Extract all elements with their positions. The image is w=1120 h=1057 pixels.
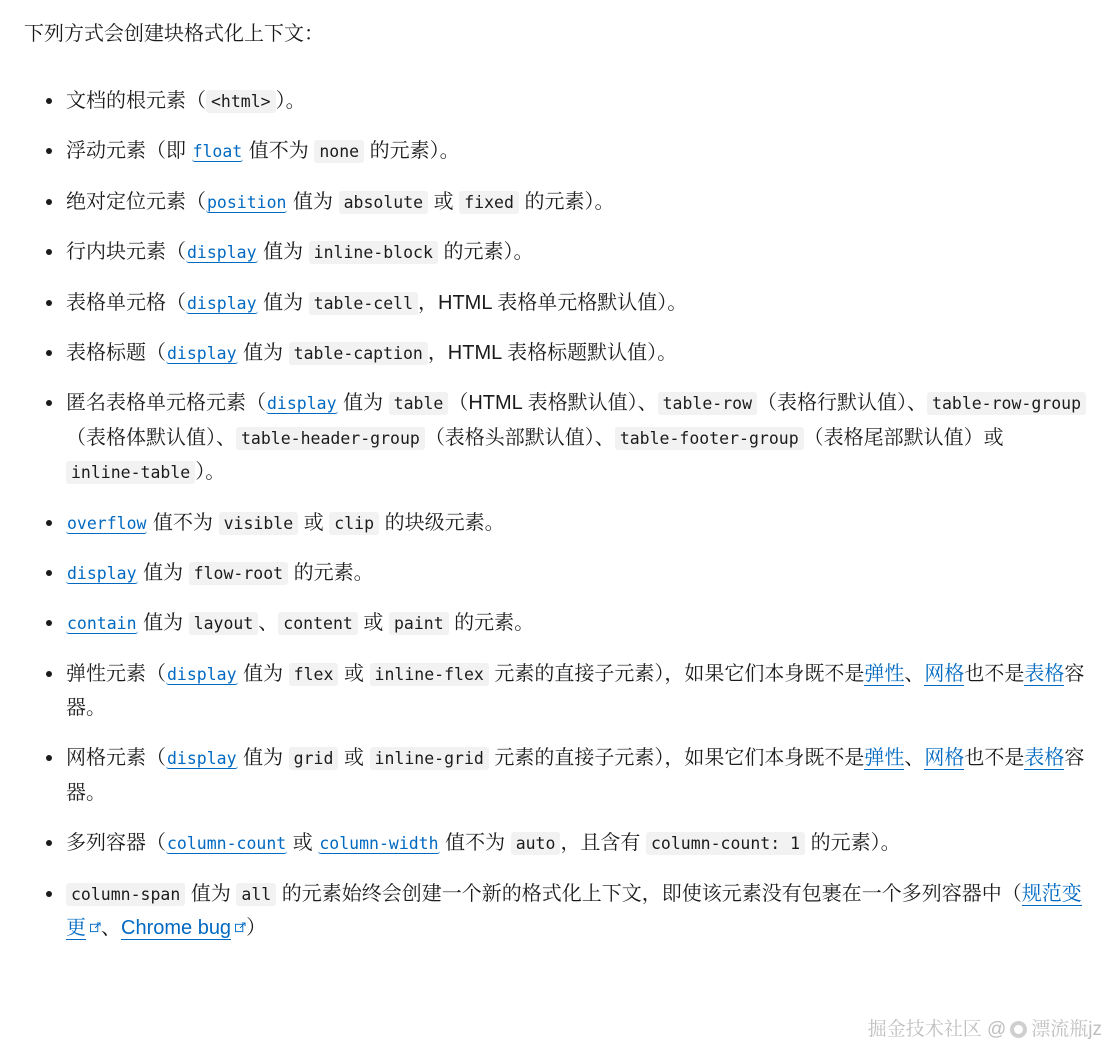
text: 多列容器（ — [66, 832, 166, 855]
text: 浮动元素（即 — [66, 140, 192, 163]
code-inline-table: inline-table — [66, 461, 195, 484]
text: 文档的根元素（ — [66, 90, 206, 112]
text: 或 — [338, 747, 370, 770]
code-visible: visible — [219, 512, 299, 535]
text: 容器。 — [66, 662, 1085, 720]
list-item-table-cell — [24, 286, 1096, 320]
text: 值为 — [257, 241, 309, 264]
code-content: content — [278, 612, 358, 635]
link-contain[interactable]: contain — [67, 614, 137, 634]
text: ） — [246, 917, 267, 940]
watermark-logo-icon — [1010, 1021, 1027, 1038]
list-item-root-element — [24, 84, 1096, 118]
text: 值为 — [287, 190, 339, 213]
text: ，HTML 表格单元格默认值）。 — [418, 291, 688, 314]
code-table-footer-group: table-footer-group — [615, 427, 804, 450]
text: 值不为 — [147, 511, 219, 534]
code-inline-block: inline-block — [309, 241, 438, 264]
code-flex: flex — [289, 663, 339, 686]
code-none: none — [314, 140, 364, 163]
text: ）。 — [195, 461, 226, 484]
text: 值为 — [237, 747, 289, 770]
text: ，且含有 — [560, 832, 646, 855]
external-link-icon — [90, 922, 101, 933]
link-column-width[interactable]: column-width — [319, 834, 439, 854]
text: ）。 — [275, 90, 306, 112]
text: 值为 — [337, 392, 389, 415]
code-html-tag: <html> — [206, 90, 276, 113]
text: 或 — [338, 662, 370, 685]
code-column-count-1: column-count: 1 — [646, 832, 805, 855]
text: （HTML 表格默认值）、 — [448, 392, 658, 415]
code-table-header-group: table-header-group — [236, 427, 425, 450]
link-spec-change[interactable]: 规范变更 — [66, 882, 1082, 940]
text: 、 — [904, 747, 925, 770]
code-grid: grid — [289, 747, 339, 770]
list-item-anonymous-table — [24, 386, 1096, 489]
text: 也不是 — [964, 662, 1025, 685]
list-item-flex-item — [24, 657, 1096, 726]
code-auto: auto — [511, 832, 561, 855]
code-fixed: fixed — [459, 191, 519, 214]
text: 的元素。 — [288, 561, 374, 584]
text: 值为 — [137, 561, 189, 584]
link-display[interactable]: display — [67, 563, 137, 583]
text: 值为 — [137, 612, 189, 635]
link-table-container[interactable]: 表格 — [1024, 747, 1065, 770]
text: 的元素）。 — [805, 832, 901, 855]
text: 网格元素（ — [66, 747, 166, 770]
text: （表格头部默认值）、 — [424, 426, 615, 449]
text: 的元素。 — [448, 612, 535, 635]
text: 表格单元格（ — [66, 291, 186, 314]
code-table-row: table-row — [658, 392, 757, 415]
text: 的元素）。 — [437, 241, 534, 264]
text: 元素的直接子元素），如果它们本身既不是 — [488, 747, 865, 770]
link-chrome-bug[interactable]: Chrome bug — [121, 917, 232, 940]
list-item-float — [24, 134, 1096, 168]
link-flex-container[interactable]: 弹性 — [864, 662, 905, 685]
list-item-grid-item — [24, 741, 1096, 810]
text: 的元素）。 — [518, 190, 615, 213]
text: 行内块元素（ — [66, 241, 186, 264]
code-inline-grid: inline-grid — [370, 747, 489, 770]
link-overflow[interactable]: overflow — [67, 513, 147, 533]
link-column-count[interactable]: column-count — [167, 834, 287, 854]
text: ，HTML 表格标题默认值）。 — [427, 341, 678, 364]
link-display[interactable]: display — [167, 749, 237, 769]
code-table: table — [389, 392, 449, 415]
text: （表格行默认值）、 — [757, 392, 928, 415]
code-absolute: absolute — [339, 191, 428, 214]
code-layout: layout — [189, 612, 259, 635]
link-display[interactable]: display — [267, 394, 337, 414]
link-flex-container[interactable]: 弹性 — [864, 747, 905, 770]
text: 值为 — [257, 291, 309, 314]
list-item-contain — [24, 606, 1096, 640]
page-intro: 下列方式会创建块格式化上下文： — [24, 23, 324, 45]
link-display[interactable]: display — [167, 343, 237, 363]
text: 表格标题（ — [66, 341, 166, 364]
text: 弹性元素（ — [66, 662, 166, 685]
code-paint: paint — [389, 612, 449, 635]
text: 值不为 — [243, 140, 315, 163]
list-item-flow-root — [24, 556, 1096, 590]
text: 、 — [904, 662, 925, 685]
link-display[interactable]: display — [167, 664, 237, 684]
list-item-absolute-position — [24, 185, 1096, 219]
list-item-column-span — [24, 877, 1096, 946]
link-float[interactable]: float — [192, 142, 243, 162]
text: 值为 — [237, 662, 289, 685]
text: （表格尾部默认值）或 — [803, 426, 1004, 449]
link-grid-container[interactable]: 网格 — [924, 662, 965, 685]
list-item-overflow — [24, 506, 1096, 540]
link-table-container[interactable]: 表格 — [1024, 662, 1065, 685]
text: 或 — [357, 612, 389, 635]
text: 或 — [428, 190, 460, 213]
text: 值不为 — [439, 832, 511, 855]
text: 也不是 — [964, 747, 1025, 770]
list-item-inline-block — [24, 235, 1096, 269]
text: 值为 — [237, 341, 289, 364]
code-clip: clip — [329, 512, 379, 535]
code-flow-root: flow-root — [189, 562, 288, 585]
watermark-text-right: 漂流瓶jz — [1031, 1019, 1102, 1040]
code-table-cell: table-cell — [309, 292, 418, 315]
text: 的元素始终会创建一个新的格式化上下文，即使该元素没有包裹在一个多列容器中（ — [276, 882, 1022, 905]
list-item-table-caption — [24, 336, 1096, 370]
link-display[interactable]: display — [187, 293, 257, 313]
link-position[interactable]: position — [207, 192, 287, 212]
code-all: all — [236, 883, 276, 906]
text: 或 — [287, 832, 319, 855]
text: 容器。 — [66, 747, 1085, 804]
text: 的元素）。 — [364, 140, 460, 163]
text: 绝对定位元素（ — [66, 190, 206, 213]
watermark — [868, 1014, 1102, 1041]
link-display[interactable]: display — [187, 243, 257, 263]
code-table-caption: table-caption — [289, 342, 428, 365]
text: 匿名表格单元格元素（ — [66, 392, 266, 415]
code-column-span: column-span — [66, 883, 185, 906]
code-inline-flex: inline-flex — [370, 663, 489, 686]
bfc-creation-list — [24, 84, 1096, 945]
link-grid-container[interactable]: 网格 — [924, 747, 965, 770]
text: 、 — [258, 612, 279, 635]
text: 、 — [101, 917, 121, 940]
text: 元素的直接子元素），如果它们本身既不是 — [488, 662, 865, 685]
list-item-multicol-container — [24, 826, 1096, 860]
watermark-text-left: 掘金技术社区 @ — [867, 1019, 1007, 1040]
text: 的块级元素。 — [379, 511, 505, 534]
text: 或 — [298, 511, 330, 534]
text: 值为 — [185, 882, 237, 905]
code-table-row-group: table-row-group — [927, 392, 1086, 415]
text: （表格体默认值）、 — [66, 426, 236, 449]
external-link-icon — [235, 922, 246, 933]
